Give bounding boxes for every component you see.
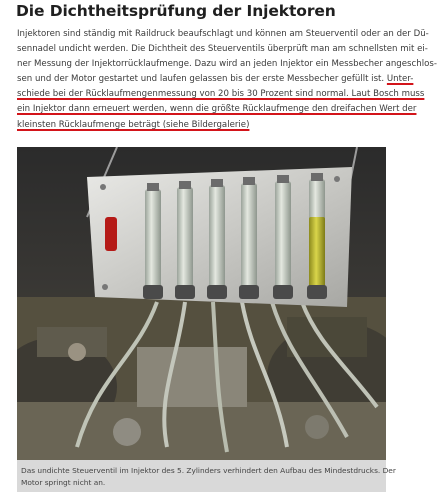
highlighted-line: kleinsten Rücklaufmenge beträgt (siehe Bildergalerie) xyxy=(17,119,250,130)
paragraph-line: Injektoren sind ständig mit Raildruck beaufschlagt und können am Steuerventil oder an der Dü- xyxy=(17,29,429,39)
paragraph-line-text: sen und der Motor gestartet und laufen gelassen bis der erste Messbecher gefüllt ist. xyxy=(17,74,387,85)
caption-line: Das undichte Steuerventil im Injektor des 5. Zylinders verhindert den Aufbau des Mindestdrucks. Der xyxy=(21,466,396,475)
highlighted-text: Unter- xyxy=(386,74,414,85)
figure-caption xyxy=(21,465,396,488)
article-title: Die Dichtheitsprüfung der Injektoren xyxy=(16,2,336,20)
paragraph-line xyxy=(17,72,429,87)
engine-photo xyxy=(17,147,386,460)
caption-line: Motor springt nicht an. xyxy=(21,477,106,487)
paragraph-line: ner Messung der Injektorrücklaufmenge. Dazu wird an jeden Injektor ein Messbecher angeschlos- xyxy=(17,59,437,70)
highlighted-line: schiede bei der Rücklaufmengenmessung von 20 bis 30 Prozent sind normal. Laut Bosch muss xyxy=(17,89,425,100)
paragraph-line: sennadel undicht werden. Die Dichtheit des Steuerventils überprüft man am schnellsten mit ei- xyxy=(17,44,428,55)
figure xyxy=(17,147,396,492)
highlighted-line: ein Injektor dann erneuert werden, wenn die größte Rücklaufmenge den dreifachen Wert der xyxy=(17,104,417,115)
article-paragraph xyxy=(17,27,437,133)
